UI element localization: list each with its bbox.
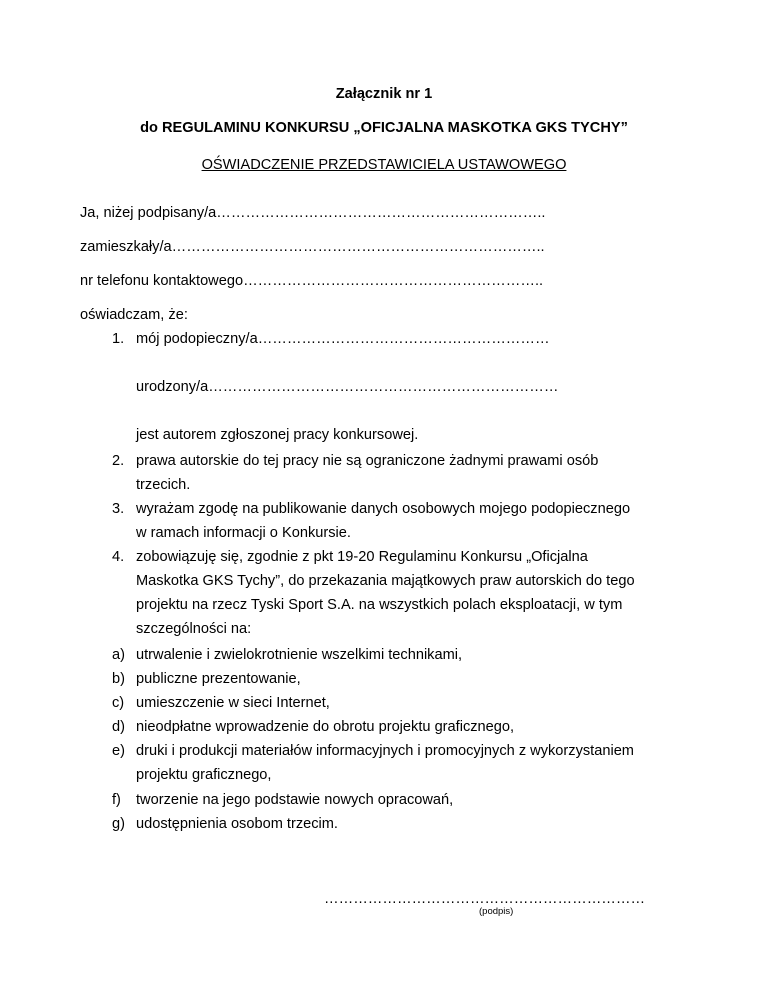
list-item-line: trzecich.	[136, 477, 191, 493]
birth-field: urodzony/a………………………………………………………………	[136, 379, 559, 395]
signed-field: Ja, niżej podpisany/a…………………………………………………………..	[80, 205, 546, 221]
subitem-line: udostępnienia osobom trzecim.	[136, 816, 338, 832]
list-item-line: szczególności na:	[136, 621, 252, 637]
subitem-letter: b)	[112, 671, 125, 687]
subitem-line: umieszczenie w sieci Internet,	[136, 695, 330, 711]
item-number: 2.	[112, 453, 125, 469]
subitem-letter: g)	[112, 816, 125, 832]
subitem-letter: f)	[112, 792, 121, 808]
list-item-line: Maskotka GKS Tychy”, do przekazania majątkowych praw autorskich do tego	[136, 573, 635, 589]
declare-intro: oświadczam, że:	[80, 307, 188, 323]
item-number: 3.	[112, 501, 125, 517]
subitem-line: utrwalenie i zwielokrotnienie wszelkimi technikami,	[136, 647, 463, 663]
subitem-line: projektu graficznego,	[136, 767, 272, 783]
list-item-line: w ramach informacji o Konkursie.	[136, 525, 351, 541]
regulation-subtitle: do REGULAMINU KONKURSU „OFICJALNA MASKOTKA GKS TYCHY”	[140, 120, 628, 136]
subitem-line: nieodpłatne wprowadzenie do obrotu projektu graficznego,	[136, 719, 515, 735]
attachment-title: Załącznik nr 1	[335, 86, 433, 102]
list-item-line: wyrażam zgodę na publikowanie danych osobowych mojego podopiecznego	[136, 501, 631, 517]
subitem-letter: a)	[112, 647, 125, 663]
signature-line: …………………………………………………………	[324, 891, 646, 907]
subitem-letter: e)	[112, 743, 125, 759]
ward-name-field: mój podopieczny/a……………………………………………………	[136, 331, 550, 347]
declaration-title: OŚWIADCZENIE PRZEDSTAWICIELA USTAWOWEGO	[201, 157, 567, 173]
list-item-line: zobowiązuję się, zgodnie z pkt 19-20 Regulaminu Konkursu „Oficjalna	[136, 549, 588, 565]
subitem-line: publiczne prezentowanie,	[136, 671, 301, 687]
signature-label: (podpis)	[479, 906, 514, 917]
subitem-letter: d)	[112, 719, 125, 735]
list-item-line: projektu na rzecz Tyski Sport S.A. na wszystkich polach eksploatacji, w tym	[136, 597, 623, 613]
subitem-line: druki i produkcji materiałów informacyjnych i promocyjnych z wykorzystaniem	[136, 743, 634, 759]
item-number: 1.	[112, 331, 125, 347]
phone-field: nr telefonu kontaktowego……………………………………………………..	[80, 273, 544, 289]
item-number: 4.	[112, 549, 125, 565]
list-item-line: jest autorem zgłoszonej pracy konkursowej.	[136, 427, 419, 443]
subitem-line: tworzenie na jego podstawie nowych opracowań,	[136, 792, 454, 808]
list-item-line: prawa autorskie do tej pracy nie są ograniczone żadnymi prawami osób	[136, 453, 599, 469]
residing-field: zamieszkały/a…………………………………………………………………..	[80, 239, 545, 255]
subitem-letter: c)	[112, 695, 125, 711]
